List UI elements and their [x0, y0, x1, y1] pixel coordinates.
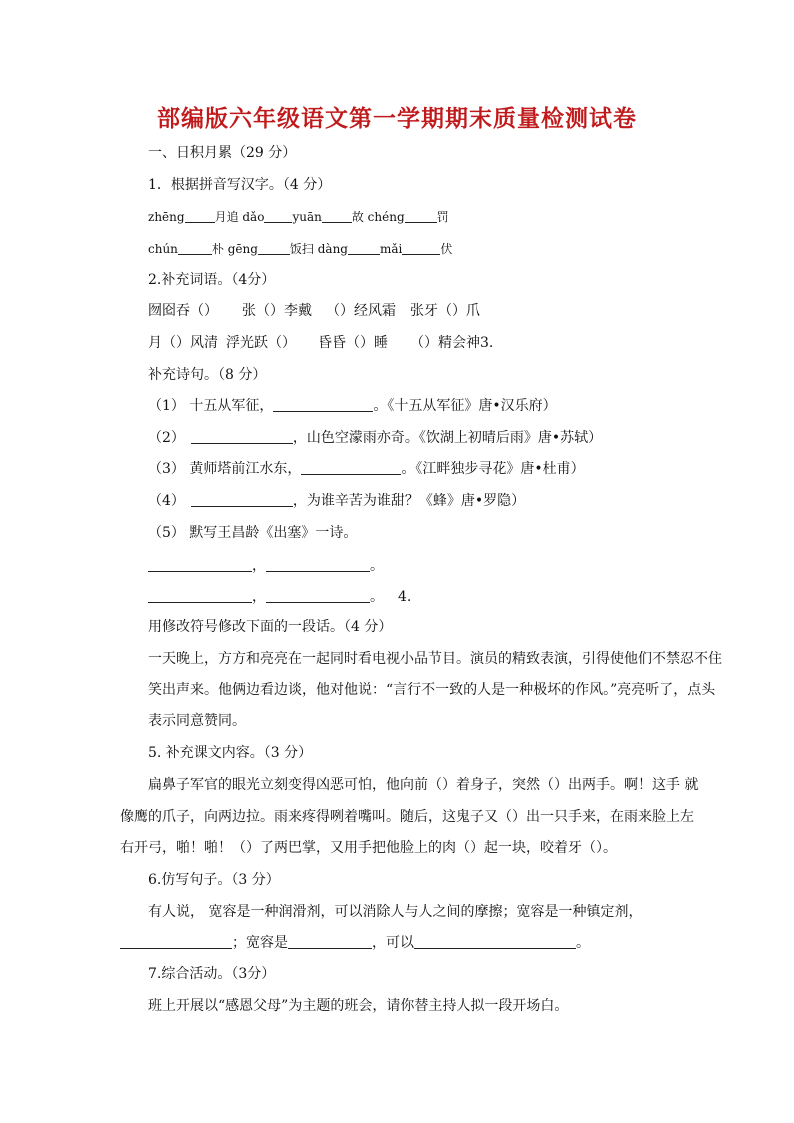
section-1-heading: 一、日积月累（29 分） [148, 145, 297, 161]
answer-blank[interactable] [414, 934, 576, 949]
answer-blank[interactable] [264, 208, 292, 223]
answer-blank[interactable] [148, 557, 252, 572]
q4-passage-line-1: 一天晚上，方方和亮亮在一起同时看电视小品节目。演员的精致表演，引得使他们不禁忍不住 [148, 651, 722, 667]
q6-answer-line: ；宽容是 ，可以 。 [120, 934, 590, 952]
answer-blank[interactable] [402, 240, 440, 255]
answer-blank[interactable] [322, 208, 352, 223]
q3-poem-3: （3） 黄师塔前江水东， 。《江畔独步寻花》唐•杜甫） [148, 461, 585, 477]
q5-passage-line-1: 扁鼻子军官的眼光立刻变得凶恶可怕，他向前（）着身子，突然（）出两手。啊！这手 就 [148, 777, 699, 793]
q3-poem-4: （4） ，为谁辛苦为谁甜？《蜂》唐•罗隐） [148, 493, 526, 509]
answer-blank[interactable] [178, 240, 212, 255]
q5-label: 5. 补充课文内容。（3 分） [148, 745, 313, 761]
answer-blank[interactable] [258, 240, 290, 255]
answer-blank[interactable] [191, 492, 293, 507]
answer-blank[interactable] [348, 240, 380, 255]
answer-blank[interactable] [191, 429, 293, 444]
q3-label: 补充诗句。（8 分） [148, 367, 267, 383]
q3-poem-1: （1） 十五从军征， 。《十五从军征》唐•汉乐府） [148, 398, 557, 414]
q4-passage-line-2: 笑出声来。他俩边看边谈，他对他说：“言行不一致的人是一种极坏的作风。”亮亮听了，点头 [148, 682, 716, 698]
q7-prompt: 班上开展以“感恩父母”为主题的班会，请你替主持人拟一段开场白。 [148, 998, 569, 1014]
answer-blank[interactable] [301, 460, 401, 475]
answer-blank[interactable] [273, 397, 373, 412]
exam-title: 部编版六年级语文第一学期期末质量检测试卷 [157, 105, 637, 132]
q2-label: 2.补充词语。（4分） [148, 272, 276, 288]
answer-blank[interactable] [120, 934, 232, 949]
answer-blank[interactable] [405, 208, 437, 223]
q6-example: 有人说， 宽容是一种润滑剂，可以消除人与人之间的摩擦；宽容是一种镇定剂， [148, 904, 643, 920]
answer-blank[interactable] [288, 934, 372, 949]
q4-label: 用修改符号修改下面的一段话。（4 分） [148, 619, 393, 635]
answer-blank[interactable] [266, 557, 370, 572]
q2-row-1: 囫囵吞（） 张（）李戴 （）经风霜 张牙（）爪 [148, 303, 480, 319]
q3-poem-5-line-2: ， 。 4. [148, 588, 411, 606]
answer-blank[interactable] [148, 588, 252, 603]
q4-passage-line-3: 表示同意赞同。 [148, 713, 246, 729]
answer-blank[interactable] [185, 208, 215, 223]
q1-label: 1．根据拼音写汉字。（4 分） [148, 177, 332, 193]
q3-poem-5: （5） 默写王昌龄《出塞》一诗。 [148, 525, 358, 541]
q7-label: 7.综合活动。（3分） [148, 966, 276, 982]
q2-row-2: 月（）风清 浮光跃（） 昏昏（）睡 （）精会神3. [148, 335, 494, 351]
q3-poem-5-line-1: ， 。 [148, 557, 384, 575]
q5-passage-line-2: 像鹰的爪子，向两边拉。雨来疼得咧着嘴叫。随后，这鬼子又（）出一只手来，在雨来脸上左 [120, 809, 694, 825]
q5-passage-line-3: 右开弓，啪！啪！（）了两巴掌，又用手把他脸上的肉（）起一块，咬着牙（）。 [120, 840, 617, 856]
answer-blank[interactable] [266, 588, 370, 603]
q1-pinyin-row-2: chún 朴 gēng 饭扫 dàng mǎi 伏 [148, 242, 453, 256]
q1-pinyin-row-1: zhēng 月追 dǎo yuān 故 chéng 罚 [148, 210, 449, 224]
q6-label: 6.仿写句子。（3 分） [148, 872, 280, 888]
q3-poem-2: （2） ，山色空濛雨亦奇。《饮湖上初晴后雨》唐•苏轼） [148, 430, 603, 446]
